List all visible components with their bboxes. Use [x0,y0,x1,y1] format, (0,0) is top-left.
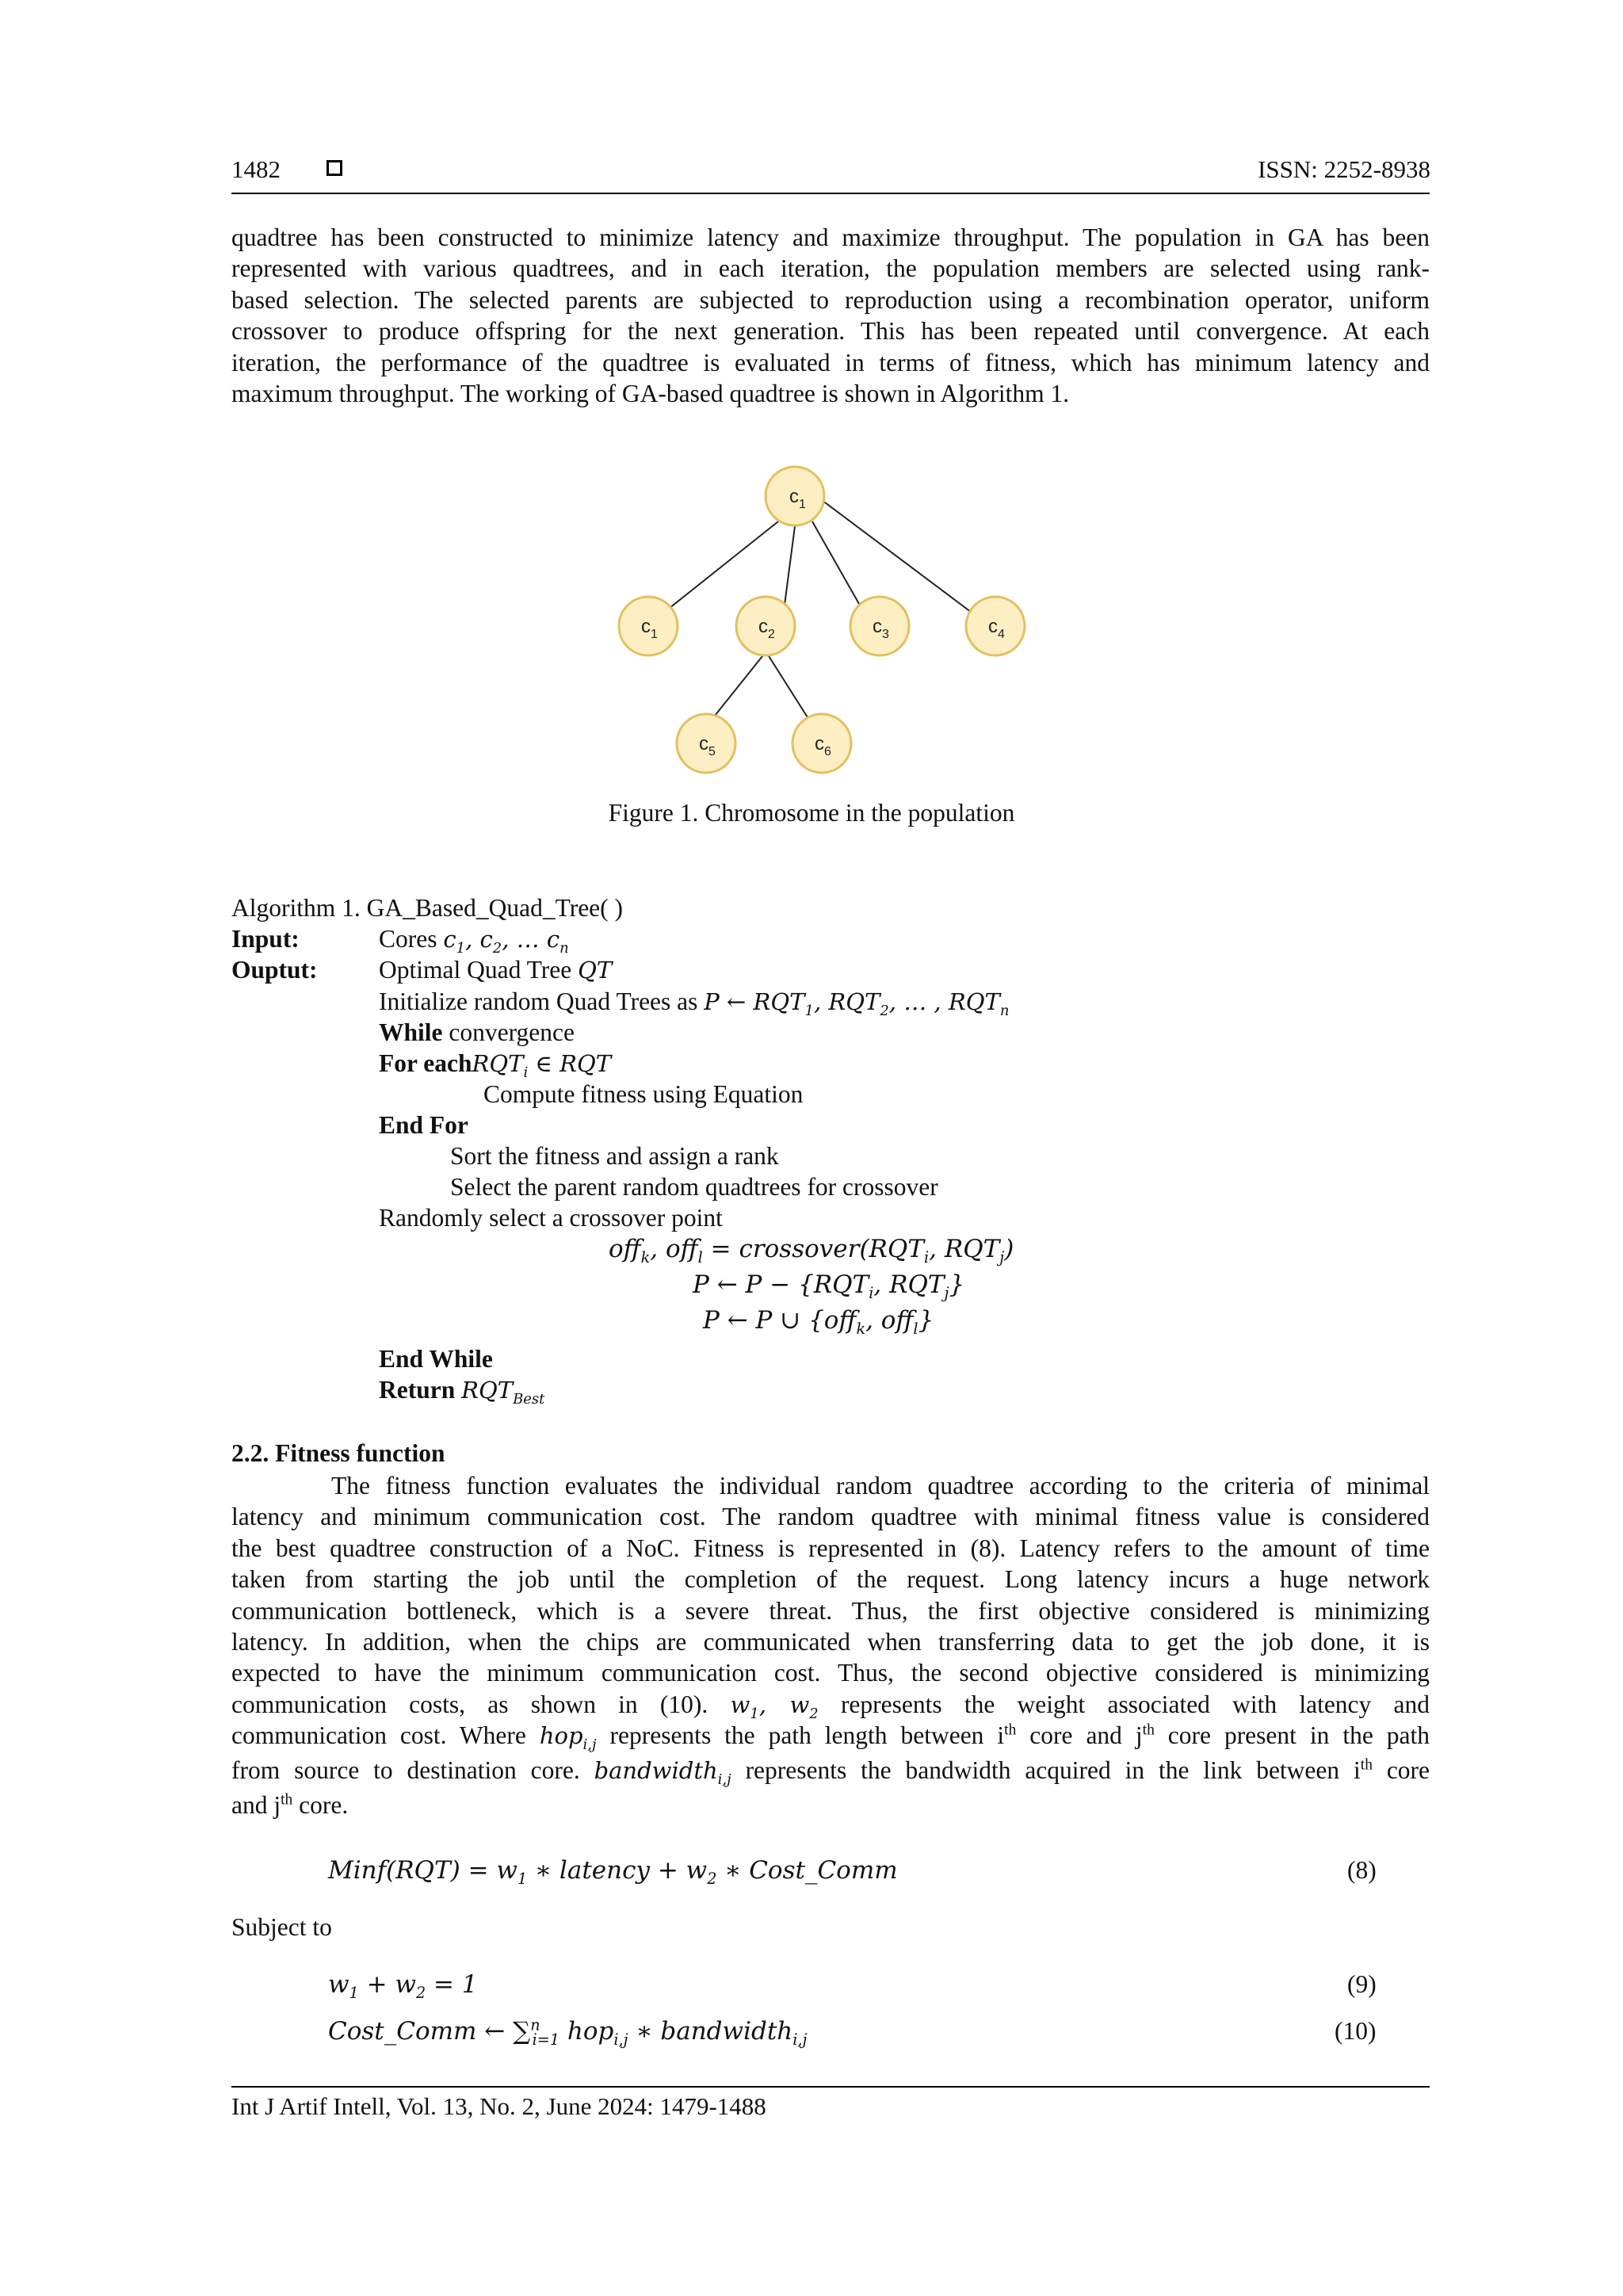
node-c3 [850,597,909,655]
tree-nodes [0,0,1623,872]
text-line: communication bottleneck, which is a severe threat. Thus, the first objective considered is minimizing [231,1596,1430,1625]
equation-10: Cost_Comm ← ∑$^n_{i=1}$ hop$_{i,j}$ ∗ bandwidth$_{i,j}$ [328,2015,808,2050]
alg-init: Initialize random Quad Trees as P ← $RQT_1$, $RQT_2$, … , $RQT_n$ [379,988,1010,1019]
figure-caption: Figure 1. Chromosome in the population [608,799,1015,827]
node-c2 [736,597,795,655]
equation-9: $w_1 + w_2 = 1$ [328,1970,478,2003]
text-line: latency and minimum communication cost. The random quadtree with minimal fitness value is considered [231,1503,1430,1531]
text-line: communication costs, as shown in (10). $w_1$, $w_2$ represents the weight associated with latency and [231,1690,1430,1722]
input-value: Cores $c_1$, $c_2$, … $c_n$ [379,925,569,957]
svg-text:c5: $c_5$ [699,733,716,758]
text-line: quadtree has been constructed to minimize latency and maximize throughput. The population in GA has been [231,223,1430,251]
node-c5 [677,714,735,773]
text-line: taken from starting the job until the completion of the request. Long latency incurs a huge network [231,1565,1430,1594]
text-line: The fitness function evaluates the individual random quadtree according to the criteria of minimal [331,1472,1430,1499]
node-c1 [619,597,678,655]
text-line: represented with various quadtrees, and in each iteration, the population members are selected using rank- [231,254,1430,283]
svg-text:c6: $c_6$ [815,733,831,758]
alg-crossover-eq: off$_k$, $off_l = crossover(RQT_i$, $RQT_j$) [609,1235,1014,1267]
node-c4 [966,597,1025,655]
text-line: latency. In addition, when the chips are communicated when transferring data to get the job done, it is [231,1627,1430,1656]
issn: ISSN: 2252-8938 [1258,155,1430,183]
text-line: the best quadtree construction of a NoC. Fitness is represented in (8). Latency refers to the amount of time [231,1534,1430,1562]
equation-number: (8) [1347,1856,1377,1884]
svg-text:c4: $c_4$ [988,616,1005,641]
text-line: based selection. The selected parents are subjected to reproduction using a recombination operator, uniform [231,285,1430,314]
text-line: crossover to produce offspring for the next generation. This has been repeated until convergence. At each [231,317,1430,346]
alg-while: While convergence [379,1018,575,1046]
section-title: 2.2. Fitness function [231,1439,445,1467]
node-c6 [792,714,851,773]
svg-text:c3: $c_3$ [873,616,889,641]
footer-citation: Int J Artif Intell, Vol. 13, No. 2, June 2024: 1479-1488 [231,2092,766,2120]
node-root [766,467,824,525]
input-label: Input: [231,925,300,953]
page-number: 1482 [231,155,281,183]
node-sub: 1 [799,498,806,511]
algorithm-title: Algorithm 1. GA_Based_Quad_Tree( ) [231,894,624,922]
alg-remove-eq: P ← $P - \{RQT_i$, $RQT_j$} [693,1270,965,1303]
equation-number: (9) [1347,1970,1377,1998]
output-label: Ouptut: [231,956,318,984]
alg-compute: Compute fitness using Equation [483,1080,804,1108]
node-label: c [789,486,799,507]
text-line: and $j^{th}$ core. [231,1791,349,1820]
alg-select: Select the parent random quadtrees for crossover [450,1173,938,1201]
svg-text:c2: $c_2$ [758,616,775,641]
alg-union-eq: P ← P ∪ {off$_k$, off$_l$} [703,1306,934,1339]
fitness-paragraph [231,1470,1430,1821]
alg-sort: Sort the fitness and assign a rank [450,1142,779,1170]
equation-number: (10) [1335,2017,1377,2045]
alg-endfor: End For [379,1111,468,1139]
footer-rule [231,2086,1430,2088]
alg-return: Return $RQT_{Best}$ [379,1376,545,1408]
subject-to: Subject to [231,1913,332,1941]
svg-text:c1: $c_1$ [641,616,658,641]
text-line: expected to have the minimum communication cost. Thus, the second objective considered is minimizing [231,1659,1430,1687]
text-line: maximum throughput. The working of GA-based quadtree is shown in Algorithm 1. [231,379,1070,407]
alg-foreach: For eachRQT$_i$ ∈ RQT [379,1049,612,1081]
alg-endwhile: End While [379,1345,493,1373]
text-line: iteration, the performance of the quadtree is evaluated in terms of fitness, which has minimum latency and [231,348,1430,376]
equation-8: Minf(RQT) = $w_1$ ∗ latency + $w_2$ ∗ Cost_Comm [328,1856,898,1889]
text-line: from source to destination core. bandwidth$_{i,j}$ represents the bandwidth acquired in the link between $i^{th}$ core [231,1756,1430,1788]
text-line: communication cost. Where hop$_{i,j}$ represents the path length between $i^{th}$ core and $j^{th}$ core present in the path [231,1721,1430,1753]
alg-random: Randomly select a crossover point [379,1204,723,1232]
output-value: Optimal Quad Tree QT [379,956,613,984]
